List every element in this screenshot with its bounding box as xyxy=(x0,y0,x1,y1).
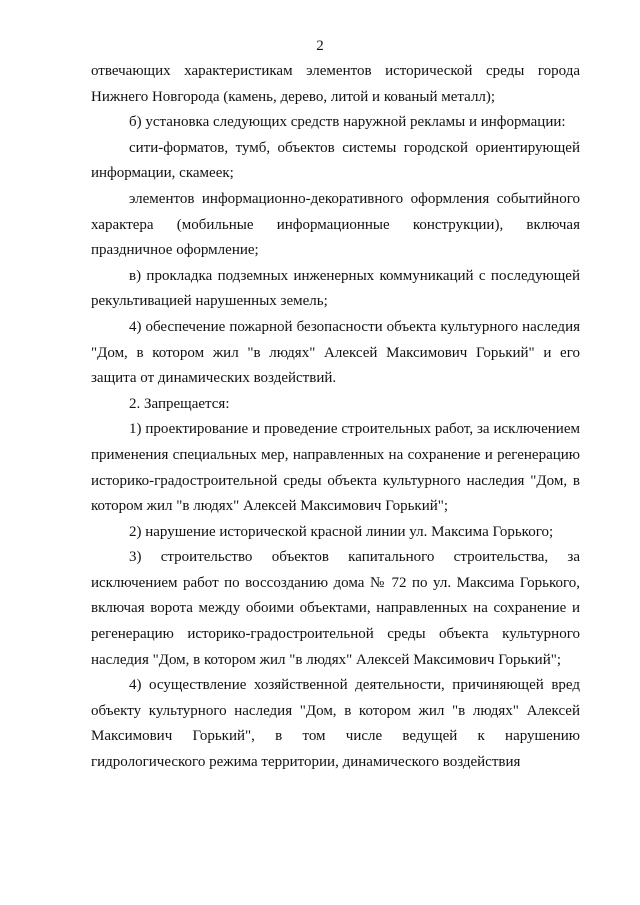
paragraph-item-4-fire-safety: 4) обеспечение пожарной безопасности объекта культурного наследия "Дом, в котором жил "в людях" Алексей Максимович Горький" и его защита от динамических воздействий. xyxy=(91,318,580,387)
paragraph-city-formats: сити-форматов, тумб, объектов системы городской ориентирующей информации, скамеек; xyxy=(91,139,580,182)
section-heading-prohibited: 2. Запрещается: xyxy=(129,395,230,412)
paragraph-item-b: б) установка следующих средств наружной рекламы и информации: xyxy=(129,114,566,131)
page-number: 2 xyxy=(316,38,324,54)
paragraph-decorative-elements: элементов информационно-декоративного оформления событийного характера (мобильные информационные конструкции), включая праздничное оформление; xyxy=(91,190,580,259)
paragraph-continuation: отвечающих характеристикам элементов исторической среды города Нижнего Новгорода (камень, дерево, литой и кованый металл); xyxy=(91,63,580,105)
document-body xyxy=(91,59,580,776)
paragraph-prohibited-1: 1) проектирование и проведение строительных работ, за исключением применения специальных мер, направленных на сохранение и регенерацию историко-градостроительной среды объекта культурного наследия "Дом, в котором жил "в людях" Алексей Максимович Горький"; xyxy=(91,421,580,515)
paragraph-prohibited-4: 4) осуществление хозяйственной деятельности, причиняющей вред объекту культурного наследия "Дом, в котором жил "в людях" Алексей Максимович Горький", в том числе ведущей к нарушению гидрологического режима территории, динамического воздействия xyxy=(91,677,580,771)
paragraph-prohibited-2: 2) нарушение исторической красной линии ул. Максима Горького; xyxy=(129,523,554,540)
paragraph-item-v: в) прокладка подземных инженерных коммуникаций с последующей рекультивацией нарушенных земель; xyxy=(91,267,580,310)
paragraph-prohibited-3: 3) строительство объектов капитального строительства, за исключением работ по воссозданию дома № 72 по ул. Максима Горького, включая ворота между обоими объектами, направленных на сохранение и регенерацию историко-градостроительной среды объекта культурного наследия "Дом, в котором жил "в людях" Алексей Максимович Горький"; xyxy=(91,549,580,668)
